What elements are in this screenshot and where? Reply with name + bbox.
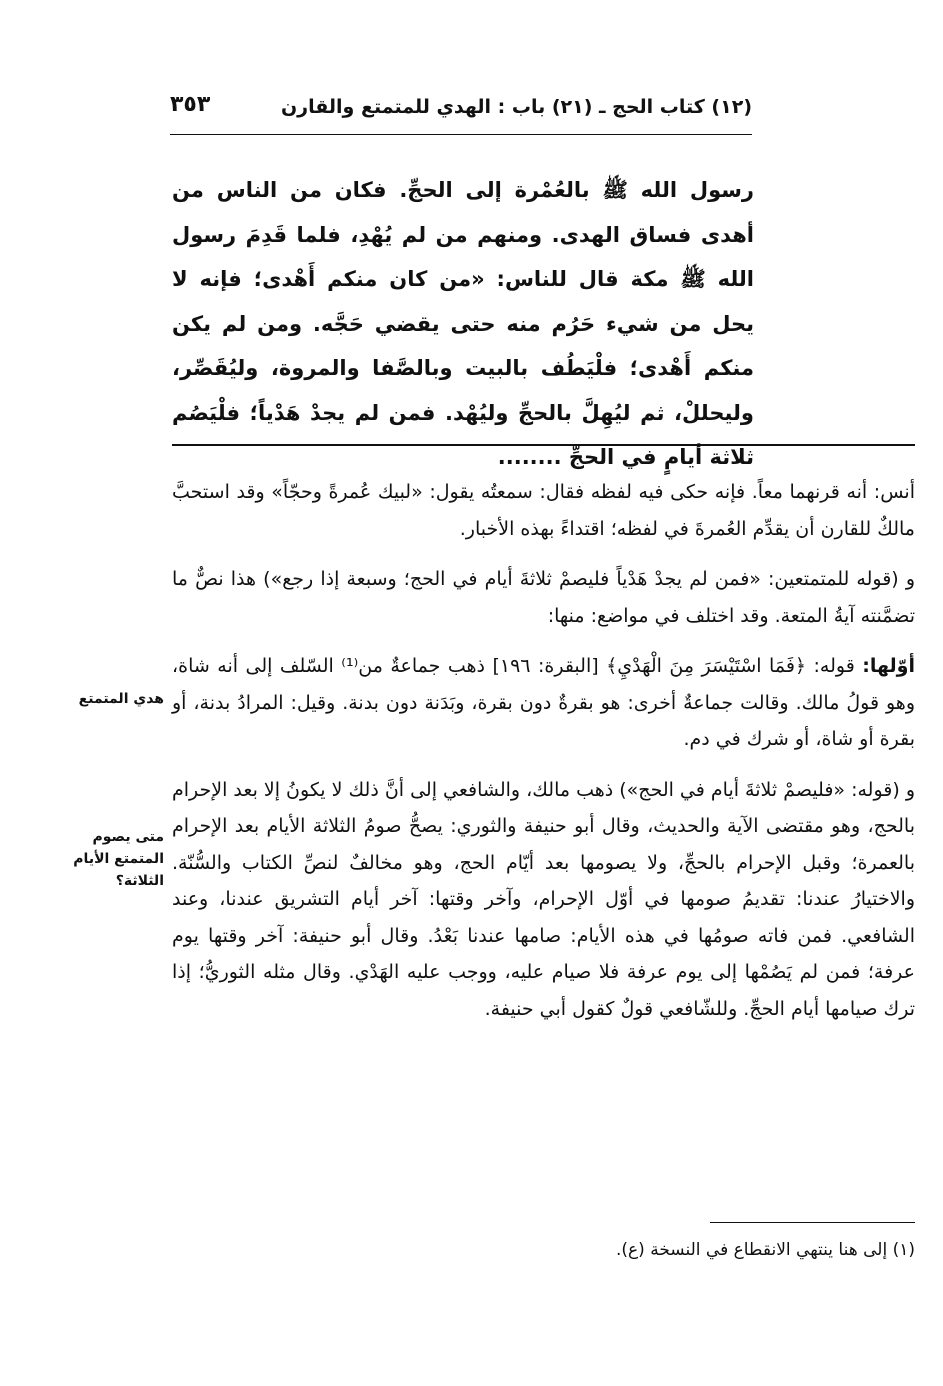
margin-note: متى يصوم المتمتع الأيام الثلاثة؟: [73, 829, 164, 889]
header-divider: [170, 134, 752, 135]
commentary-paragraph: و (قوله للمتمتعين: «فمن لم يجدْ هَدْياً فليصمْ ثلاثةَ أيام في الحج؛ وسبعة إذا رجع») هذا نصٌّ ما تضمَّنته آيةُ المتعة. وقد اختلف في مواضع: منها:: [172, 568, 915, 627]
commentary-paragraph: [172, 648, 915, 758]
matn-divider: [172, 444, 915, 446]
paragraph-lead: أوّلها:: [862, 655, 915, 677]
margin-note: هدي المتمتع: [78, 691, 164, 707]
footnote-divider: [710, 1222, 915, 1223]
paragraph-body: قوله: ﴿فَمَا اسْتَيْسَرَ مِنَ الْهَدْيِ﴾ [البقرة: ١٩٦] ذهب جماعةٌ من⁽¹⁾ السّلف إلى أنه شاة، وهو قولُ مالك. وقالت جماعةٌ أخرى: هو بقرةٌ دون بقرة، وبَدَنة دون بدنة. وقيل: المرادُ بدنة، أو بقرة أو شاة، أو شرك في دم.: [172, 655, 915, 750]
footnote: (١) إلى هنا ينتهي الانقطاع في النسخة (ع).: [616, 1240, 915, 1260]
commentary-paragraph: أنس: أنه قرنهما معاً. فإنه حكى فيه لفظه فقال: سمعتُه يقول: «لبيك عُمرةً وحجّاً» وقد استحبَّ مالكٌ للقارن أن يقدِّم العُمرةَ في لفظه؛ اقتداءً بهذه الأخبار.: [172, 481, 915, 540]
page-number: ٣٥٣: [170, 92, 211, 117]
running-header: [170, 92, 752, 132]
hadith-text: رسول الله ﷺ بالعُمْرة إلى الحجِّ. فكان من الناس من أهدى فساق الهدى. ومنهم من لم يُهْدِ، فلما قَدِمَ رسول الله ﷺ مكة قال للناس: «من كان منكم أَهْدى؛ فإنه لا يحل من شيء حَرُم منه حتى يقضي حَجَّه. ومن لم يكن منكم أَهْدى؛ فلْيَطُف بالبيت وبالصَّفا والمروة، وليُقَصِّر، وليحللْ، ثم ليُهِلَّ بالحجِّ وليُهْد. فمن لم يجدْ هَدْياً؛ فلْيَصُم ثلاثة أيامٍ في الحجِّ ........: [172, 178, 754, 469]
chapter-title: (١٢) كتاب الحج ـ (٢١) باب : الهدي للمتمتع والقارن: [280, 96, 752, 118]
commentary-paragraph: و (قوله: «فليصمْ ثلاثةَ أيام في الحج») ذهب مالك، والشافعي إلى أنَّ ذلك لا يكونُ إلا بعد الإحرام بالحج، وهو مقتضى الآية والحديث، وقال أبو حنيفة والثوري: يصحُّ صومُ الثلاثة الأيام بعد الإحرام بالعمرة؛ وقبل الإحرام بالحجِّ، ولا يصومها بعد أيّام الحج، وهو مخالفٌ لنصِّ الكتاب والسُّنّة. والاختيارُ عندنا: تقديمُ صومها في أوّل الإحرام، وآخر وقتها: آخر أيام التشريق عندنا، وعند الشافعي. فمن فاته صومُها في هذه الأيام: صامها عندنا بَعْدُ. وقال أبو حنيفة: آخر وقتها يوم عرفة؛ فمن لم يَصُمْها إلى يوم عرفة فلا صيام عليه، ووجب عليه الهَدْي. وقال مثله الثوريُّ؛ إذا ترك صيامها أيام الحجِّ. وللشّافعي قولٌ كقول أبي حنيفة.: [172, 778, 915, 1020]
commentary: [172, 474, 915, 1041]
